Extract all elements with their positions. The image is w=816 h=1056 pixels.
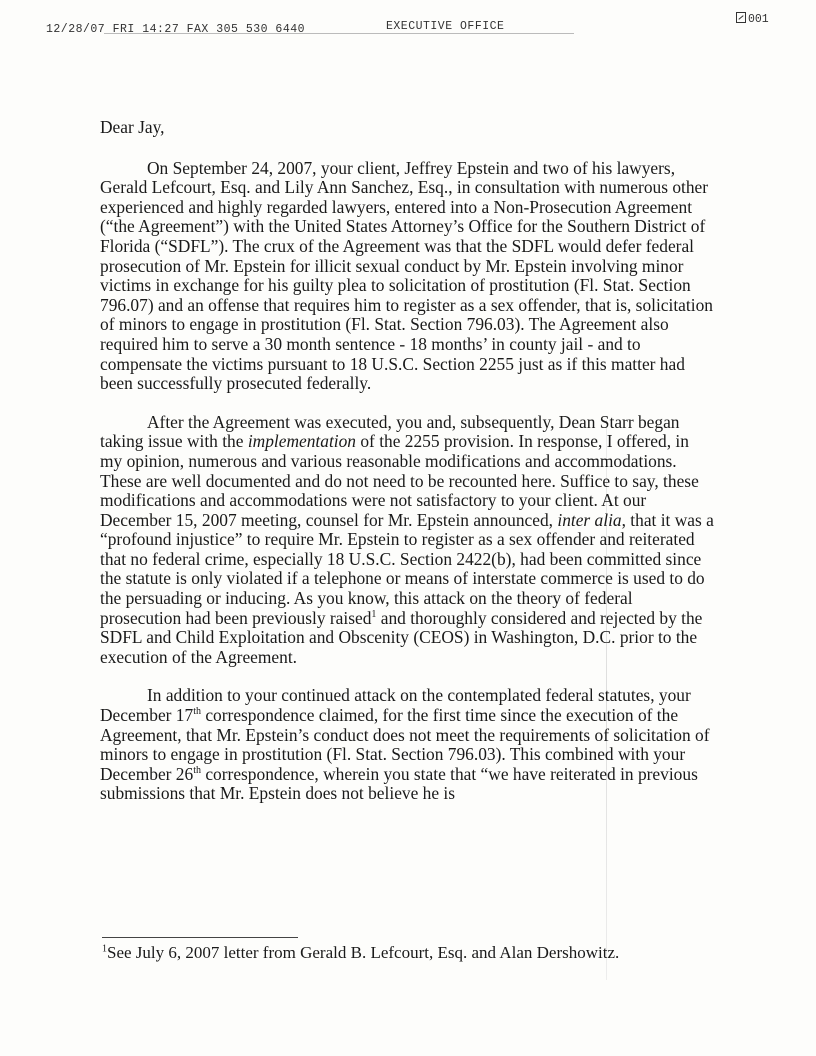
p3-text-b: correspondence claimed, for the first time since the execution of the Agreement, that Mr. Epstein’s conduct does not meet the requirements of solicitation of minors to engage in prostitution (Fl. Stat. Section 796.03). This combined with your December 26: [100, 705, 710, 784]
fax-page-number: 001: [748, 13, 769, 26]
footnote-ref: 1: [371, 608, 377, 620]
fax-datetime: 12/28/07 FRI 14:27 FAX 305 530 6440: [46, 23, 306, 36]
p2-italic-implementation: implementation: [247, 431, 357, 452]
p2-text-c: , that it was a “profound injustice” to require Mr. Epstein to register as a sex offender and reiterated that no federal crime, especially 18 U.S.C. Section 2422(b), had been committed since the statute is only violated if a telephone or means of interstate commerce is used to do the persuading or inducing. As you know, this attack on the theory of federal prosecution had been previously raised: [100, 509, 714, 628]
footnote-text: See July 6, 2007 letter from Gerald B. Lefcourt, Esq. and Alan Dershowitz.: [107, 943, 620, 962]
p3-sup-1: th: [193, 706, 201, 718]
fax-header: [46, 13, 786, 40]
footnote-rule: [102, 937, 298, 938]
p3-text-c: correspondence, wherein you state that “we have reiterated in previous submissions that Mr. Epstein does not believe he is: [100, 763, 698, 804]
p2-text-d: and thoroughly considered and rejected by the SDFL and Child Exploitation and Obscenity (CEOS) in Washington, D.C. prior to the execution of the Agreement.: [100, 607, 703, 667]
footnote-marker: 1: [102, 943, 107, 955]
fax-page-indicator: [736, 12, 769, 26]
p3-sup-2: th: [193, 765, 201, 777]
footnote: [102, 943, 619, 963]
p2-italic-inter-alia: inter alia: [557, 509, 622, 530]
p3-text-a: In addition to your continued attack on the contemplated federal statutes, your December 17: [100, 685, 691, 726]
fax-office: EXECUTIVE OFFICE: [386, 20, 505, 33]
paragraph-1: On September 24, 2007, your client, Jeffrey Epstein and two of his lawyers, Gerald Lefcourt, Esq. and Lily Ann Sanchez, Esq., in consultation with numerous other experienced and highly regarded lawyers, entered into a Non-Prosecution Agreement (“the Agreement”) with the United States Attorney’s Office for the Southern District of Florida (“SDFL”). The crux of the Agreement was that the SDFL would defer federal prosecution of Mr. Epstein for illicit sexual conduct by Mr. Epstein involving minor victims in exchange for his guilty plea to solicitation of prostitution (Fl. Stat. Section 796.07) and an offense that requires him to register as a sex offender, that is, solicitation of minors to engage in prostitution (Fl. Stat. Section 796.03). The Agreement also required him to serve a 30 month sentence - 18 months’ in county jail - and to compensate the victims pursuant to 18 U.S.C. Section 2255 just as if this matter had been successfully prosecuted federally.: [100, 157, 713, 394]
letter-body: [100, 118, 715, 823]
paragraph-2: [100, 413, 715, 668]
paragraph-3: [100, 686, 715, 804]
salutation: Dear Jay,: [100, 117, 165, 137]
p2-text-b: of the 2255 provision. In response, I offered, in my opinion, numerous and various reasonable modifications and accommodations. These are well documented and do not need to be recounted here. Suffice to say, these modifications and accommodations were not satisfactory to your client. At our December 15, 2007 meeting, counsel for Mr. Epstein announced,: [100, 431, 699, 530]
p2-text-a: After the Agreement was executed, you and, subsequently, Dean Starr began taking issue with the: [100, 411, 680, 452]
fax-page-icon: [736, 12, 746, 23]
